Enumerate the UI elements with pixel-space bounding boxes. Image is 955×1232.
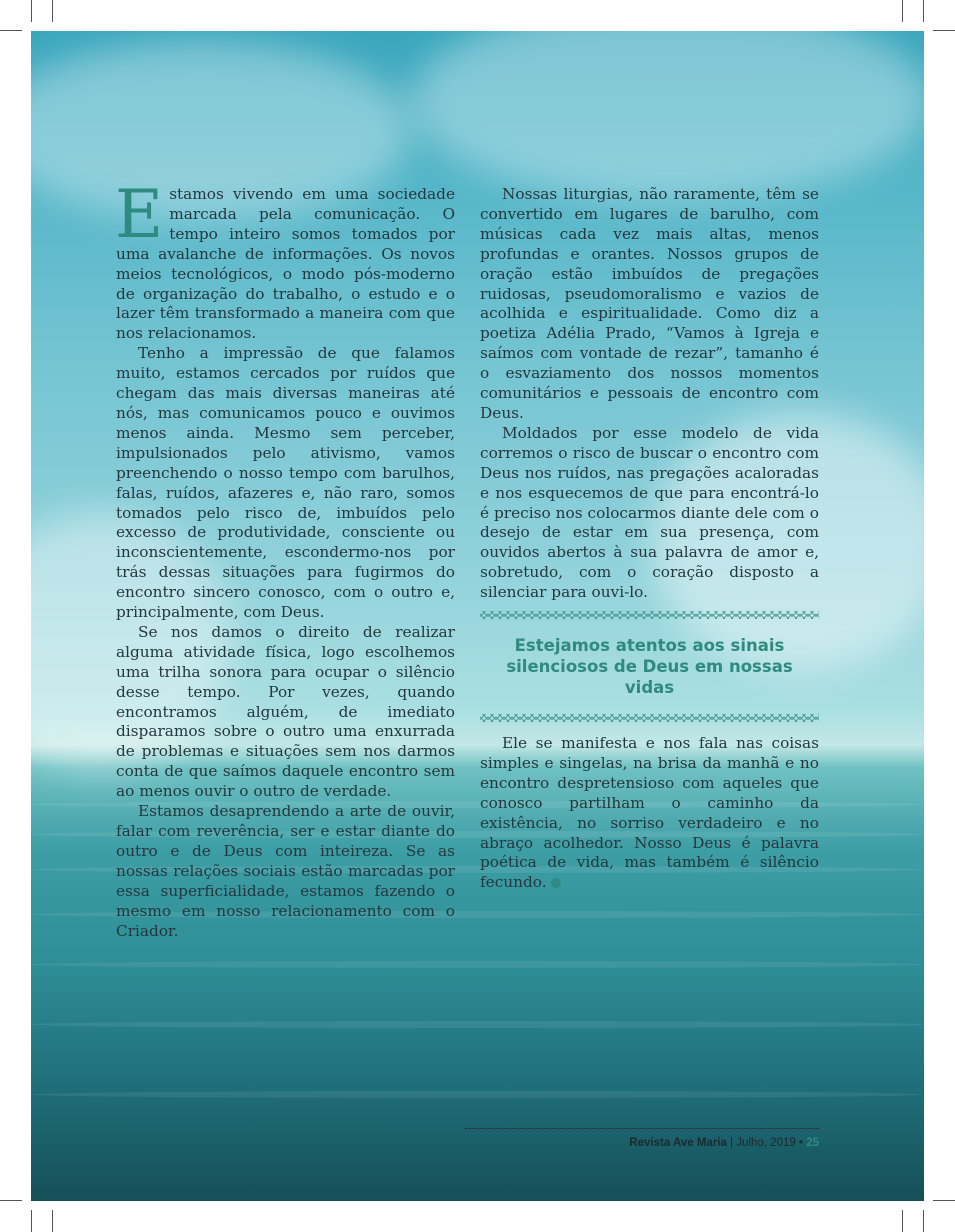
- article-column-right: [480, 185, 819, 893]
- section-heading: Estejamos atentos aos sinais silenciosos de Deus em nossas vidas: [506, 636, 793, 698]
- divider-bottom: [480, 714, 819, 722]
- footer-bullet: •: [798, 1137, 803, 1149]
- paragraph: Moldados por esse modelo de vida corremos o risco de buscar o encontro com Deus nos ruídos, nas pregações acaloradas e nos esquecemos de que para encontrá-lo é preciso nos colocarmos diante dele com o desejo de estar em sua presença, com ouvidos abertos à sua palavra de amor e, sobretudo, com o coração disposto a silenciar para ouvi-lo.: [480, 423, 819, 602]
- paragraph: Estamos desaprendendo a arte de ouvir, falar com reverência, ser e estar diante do outro e de Deus com inteireza. Se as nossas relações sociais estão marcadas por essa superficialidade, estamos fazendo o mesmo em nosso relacionamento com o Criador.: [116, 802, 455, 940]
- article-column-left: [115, 176, 455, 941]
- paragraph: Nossas liturgias, não raramente, têm se convertido em lugares de barulho, com músicas cada vez mais altas, menos profundas e orantes. Nossos grupos de oração estão imbuídos de pregações ruidosas, pseudomoralismo e vazios de acolhida e espiritualidade. Como diz a poetiza Adélia Prado, “Vamos à Igreja e saímos com vontade de rezar”, tamanho é o esvaziamento dos nossos momentos comunitários e pessoais de encontro com Deus.: [480, 185, 819, 422]
- paragraph: Estamos vivendo em uma sociedade marcada pela comunicação. O tempo inteiro somos tomados por uma avalanche de informações. Os novos meios tecnológicos, o modo pós-moderno de organização do trabalho, o estudo e o lazer têm transformado a maneira com que nos relacionamos.: [115, 176, 455, 343]
- paragraph: Ele se manifesta e nos fala nas coisas simples e singelas, na brisa da manhã e no encontro despretensioso com aqueles que conosco partilham o caminho da existência, no sorriso verdadeiro e no abraço acolhedor. Nosso Deus é palavra poética de vida, mas também é silêncio fecundo.: [480, 734, 819, 892]
- paragraph: Se nos damos o direito de realizar alguma atividade física, logo escolhemos uma trilha sonora para ocupar o silêncio desse tempo. Por vezes, quando encontramos alguém, de imediato disparamos sobre o outro uma enxurrada de problemas e situações sem nos darmos conta de que saímos daquele encontro sem ao menos ouvir o outro de verdade.: [116, 622, 455, 801]
- page-number: 25: [806, 1137, 819, 1149]
- end-mark-icon: [551, 878, 561, 888]
- footer-separator: |: [730, 1137, 734, 1149]
- divider-top: [480, 611, 819, 619]
- drop-cap: E: [115, 176, 164, 253]
- magazine-name: Revista Ave Maria: [629, 1137, 727, 1149]
- page-footer: [465, 1128, 819, 1149]
- paragraph: Tenho a impressão de que falamos muito, estamos cercados por ruídos que chegam das mais diversas maneiras até nós, mas comunicamos pouco e ouvimos menos ainda. Mesmo sem perceber, impulsionados pelo ativismo, vamos preenchendo o nosso tempo com barulhos, falas, ruídos, afazeres e, não raro, somos tomados pelo risco de, imbuídos pelo excesso de produtividade, consciente ou inconscientemente, escondermo-nos por trás dessas situações para fugirmos do encontro sincero conosco, com o outro e, principalmente, com Deus.: [116, 344, 455, 622]
- issue-date: Julho, 2019: [736, 1137, 796, 1149]
